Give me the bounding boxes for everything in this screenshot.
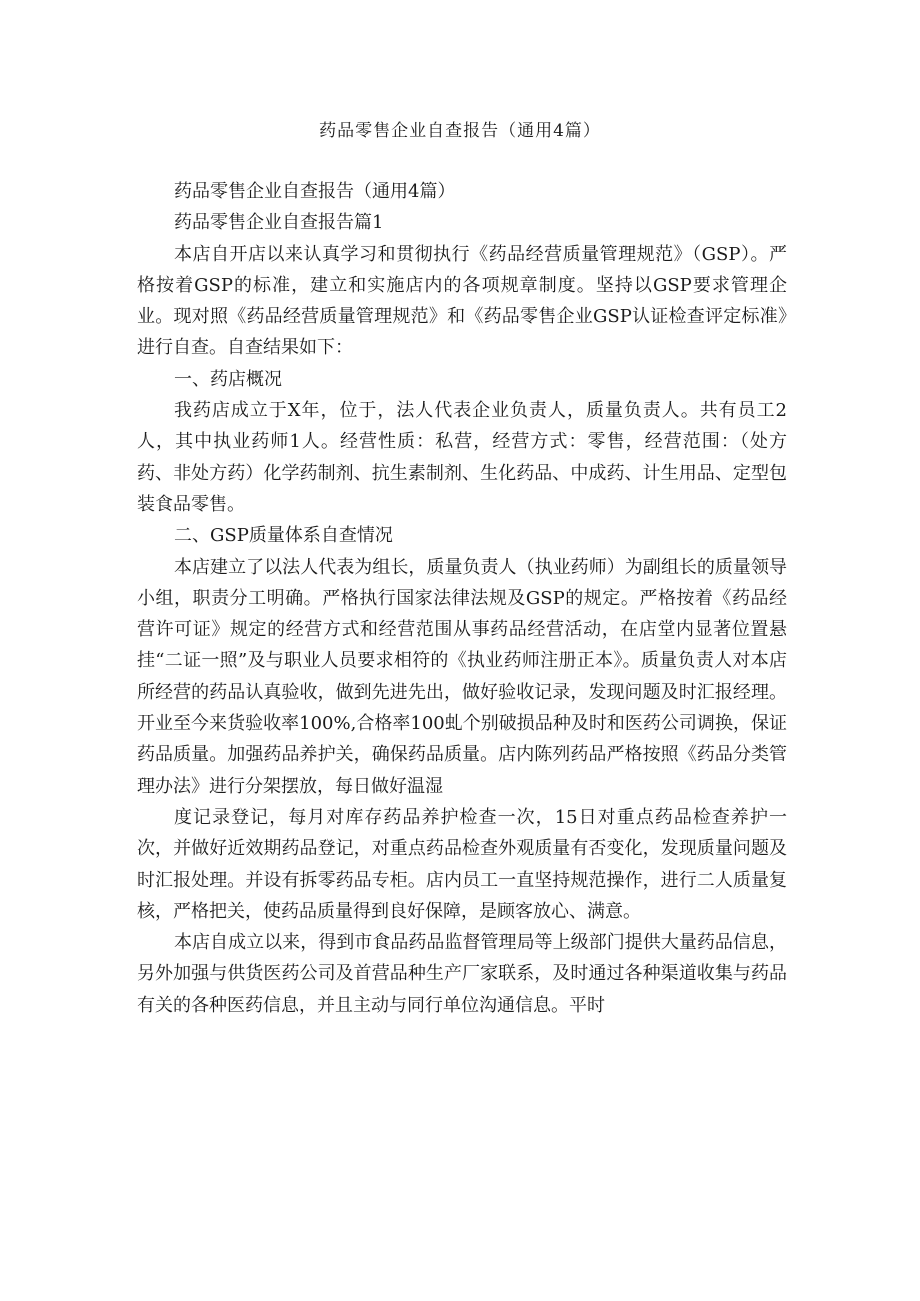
document-title: 药品零售企业自查报告（通用4篇） xyxy=(319,121,601,141)
overview-paragraph: 我药店成立于X年，位于，法人代表企业负责人，质量负责人。共有员工2人，其中执业药师1人。经营性质：私营，经营方式：零售，经营范围：（处方药、非处方药）化学药制剂、抗生素制剂、生化药品、中成药、计生用品、定型包装食品零售。 xyxy=(137,400,787,515)
body-heading: 药品零售企业自查报告（通用4篇） xyxy=(174,181,456,202)
section-heading-gsp: 二、GSP质量体系自查情况 xyxy=(174,525,393,547)
intro-paragraph: 本店自开店以来认真学习和贯彻执行《药品经营质量管理规范》（GSP）。严格按着GSP的标准，建立和实施店内的各项规章制度。坚持以GSP要求管理企业。现对照《药品经营质量管理规范》和《药品零售企业GSP认证检查评定标准》进行自查。自查结果如下： xyxy=(137,243,787,359)
section-heading-overview: 一、药店概况 xyxy=(174,368,282,390)
section-heading-report-1: 药品零售企业自查报告篇1 xyxy=(174,212,384,234)
gsp-paragraph: 本店建立了以法人代表为组长，质量负责人（执业药师）为副组长的质量领导小组，职责分工明确。严格执行国家法律法规及GSP的规定。严格按着《药品经营许可证》规定的经营方式和经营范围从事药品经营活动，在店堂内显著位置悬挂“二证一照”及与职业人员要求相符的《执业药师注册正本》。质量负责人对本店所经营的药品认真验收，做到先进先出，做好验收记录，发现问题及时汇报经理。开业至今来货验收率100%,合格率100虬个别破损品种及时和医药公司调换，保证药品质量。加强药品养护关，确保药品质量。店内陈列药品严格按照《药品分类管理办法》进行分架摆放，每日做好温湿 xyxy=(137,556,787,797)
information-paragraph: 本店自成立以来，得到市食品药品监督管理局等上级部门提供大量药品信息，另外加强与供货医药公司及首营品种生产厂家联系，及时通过各种渠道收集与药品有关的各种医药信息，并且主动与同行单位沟通信息。平时 xyxy=(137,932,787,1016)
records-paragraph: 度记录登记，每月对库存药品养护检查一次，15日对重点药品检查养护一次，并做好近效期药品登记，对重点药品检查外观质量有否变化，发现质量问题及时汇报处理。并设有拆零药品专柜。店内员工一直坚持规范操作，进行二人质量复核，严格把关，使药品质量得到良好保障，是顾客放心、满意。 xyxy=(137,806,787,922)
document-body xyxy=(137,176,787,1021)
